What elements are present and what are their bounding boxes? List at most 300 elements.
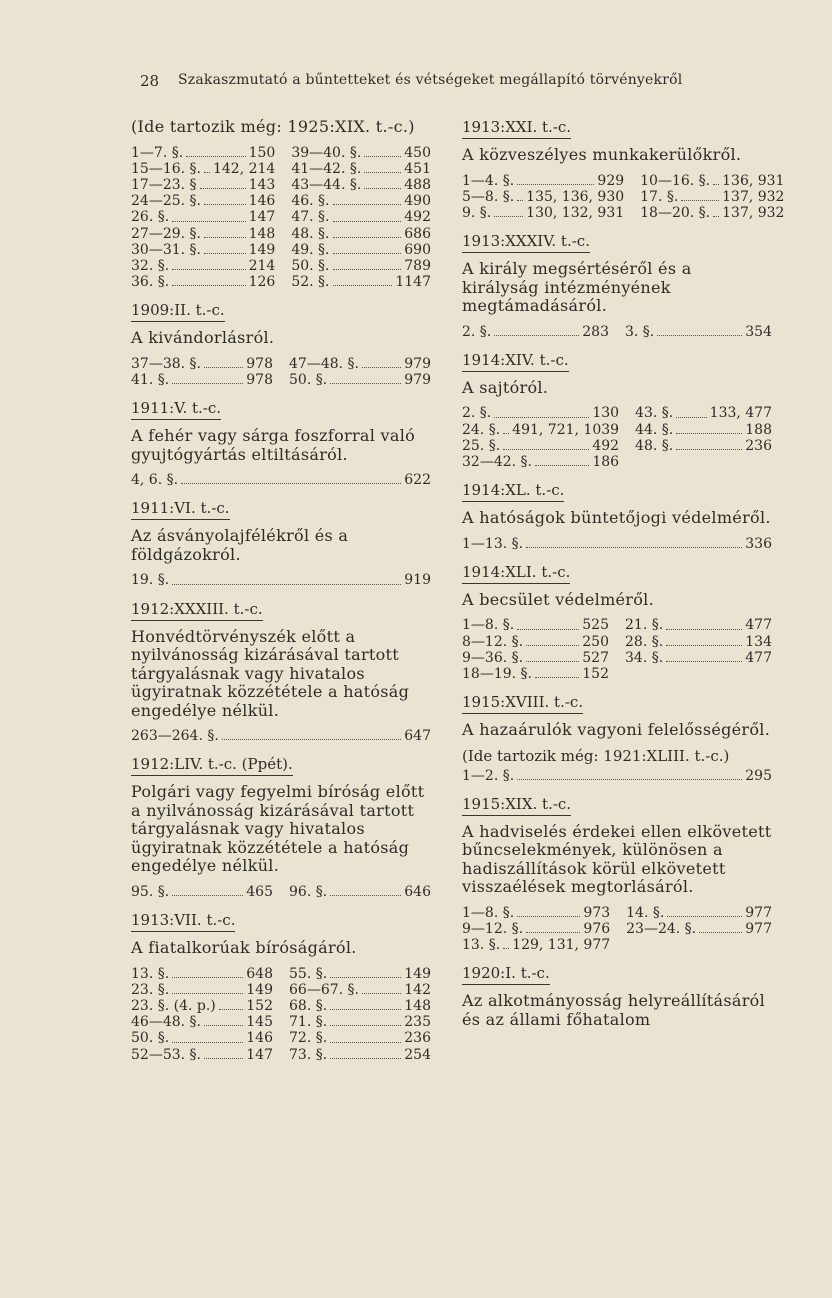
entry-page: 134 (745, 633, 772, 650)
index-entry (131, 1014, 273, 1030)
entry-page: 236 (745, 437, 772, 454)
index-entry (462, 422, 619, 438)
entry-page: 146 (246, 1030, 273, 1047)
entry-page: 149 (404, 965, 431, 982)
entry-page: 646 (404, 883, 431, 900)
section-1913-vii (131, 911, 431, 1063)
entry-grid (131, 966, 431, 1063)
dot-leader (172, 209, 245, 221)
dot-leader (666, 634, 742, 646)
entry-page: 236 (404, 1030, 431, 1047)
index-entry (131, 1030, 273, 1046)
entry-ref: 18—19. §. (462, 665, 532, 682)
index-entry (289, 998, 431, 1014)
dot-leader (362, 982, 401, 994)
index-entry (462, 536, 772, 552)
entry-page: 146 (248, 193, 276, 210)
dot-leader (330, 998, 401, 1010)
entry-page: 977 (745, 921, 772, 938)
index-entry (625, 650, 772, 666)
entry-ref: 46. §. (291, 193, 330, 210)
dot-leader (204, 193, 246, 205)
dot-leader (330, 372, 401, 384)
entry-page: 477 (745, 617, 772, 634)
entry-page: 979 (404, 355, 431, 372)
dot-leader (222, 728, 401, 740)
index-entry (131, 177, 275, 193)
index-entry (289, 982, 431, 998)
entry-page: 152 (582, 665, 609, 682)
entry-ref: 50. §. (291, 257, 330, 274)
entry-ref: 44. §. (635, 421, 674, 438)
entry-ref: 5—8. §. (462, 188, 515, 205)
entry-ref: 15—16. §. (131, 160, 201, 177)
index-entry (462, 666, 609, 682)
entry-page: 1147 (395, 274, 431, 291)
index-entry (131, 356, 273, 372)
dot-leader (526, 921, 580, 933)
entry-page: 136, 931 (722, 172, 785, 189)
entry-page: 152 (246, 997, 273, 1014)
index-entry (131, 1047, 273, 1063)
index-entry (462, 650, 609, 666)
dot-leader (713, 173, 719, 185)
entry-ref: 9—12. §. (462, 921, 524, 938)
entry-ref: 3. §. (625, 323, 655, 340)
dot-leader (494, 324, 579, 336)
entry-page: 148 (404, 997, 431, 1014)
entry-page: 465 (246, 883, 273, 900)
dot-leader (172, 572, 401, 584)
entry-ref: 13. §. (131, 965, 170, 982)
index-entry (289, 356, 431, 372)
act-title: A hadviselés érdekei ellen elkövetett bűncselekmények, különösen a hadiszállítások körül elkövetett visszaélések megtorlásáról. (462, 821, 772, 897)
entry-ref: 17. §. (640, 188, 679, 205)
entry-page: 690 (404, 241, 431, 258)
dot-leader (333, 242, 402, 254)
section-1913-xxi (462, 118, 785, 221)
entry-grid (131, 145, 431, 291)
section-1915-xviii (462, 693, 772, 784)
entry-ref: 2. §. (462, 405, 492, 422)
section-1911-v (131, 399, 431, 488)
entry-page: 235 (404, 1014, 431, 1031)
entry-page: 491, 721, 1039 (512, 421, 620, 438)
index-entry (131, 209, 275, 225)
right-column (462, 118, 785, 1040)
dot-leader (204, 1047, 243, 1059)
entry-ref: 26. §. (131, 209, 170, 226)
page-header (0, 72, 832, 96)
dot-leader (666, 650, 742, 662)
entry-ref: 14. §. (626, 904, 665, 921)
dot-leader (526, 650, 579, 662)
index-entry (131, 242, 275, 258)
index-entry (462, 921, 610, 937)
act-label: 1913:XXI. t.-c. (462, 118, 571, 139)
entry-page: 149 (246, 981, 273, 998)
entry-ref: 72. §. (289, 1030, 328, 1047)
dot-leader (364, 177, 401, 189)
act-title: A sajtóról. (462, 377, 549, 397)
page-number: 28 (140, 72, 160, 90)
entry-ref: 55. §. (289, 965, 328, 982)
index-entry (289, 884, 431, 900)
entry-page: 143 (248, 176, 276, 193)
entry-page: 186 (592, 453, 620, 470)
act-title: A fehér vagy sárga foszforral való gyujtógyártás eltiltásáról. (131, 426, 416, 464)
dot-leader (204, 226, 246, 238)
index-entry (626, 905, 772, 921)
index-entry (635, 405, 772, 421)
index-entry (625, 617, 772, 633)
entry-ref: 52—53. §. (131, 1046, 201, 1063)
entry-ref: 23. §. (131, 981, 170, 998)
index-entry (640, 189, 784, 205)
dot-leader (535, 666, 579, 678)
entry-ref: 95. §. (131, 883, 170, 900)
entry-ref: 18—20. §. (640, 204, 711, 221)
act-label: 1912:XXXIII. t.-c. (131, 600, 263, 621)
entry-grid (131, 884, 431, 900)
index-entry (462, 634, 609, 650)
index-entry (289, 1014, 431, 1030)
entry-page: 130 (592, 405, 620, 422)
entry-ref: 1—2. §. (462, 767, 515, 784)
dot-leader (535, 454, 589, 466)
entry-ref: 23—24. §. (626, 921, 697, 938)
dot-leader (657, 324, 742, 336)
entry-page: 336 (745, 535, 772, 552)
dot-leader (526, 634, 579, 646)
index-entry (291, 242, 431, 258)
index-entry (462, 905, 610, 921)
entry-page: 137, 932 (722, 188, 785, 205)
dot-leader (172, 982, 243, 994)
entry-page: 129, 131, 977 (512, 937, 611, 954)
entry-page: 490 (404, 193, 431, 210)
entry-page: 133, 477 (709, 405, 772, 422)
entry-ref: 49. §. (291, 241, 330, 258)
entry-ref: 1—4. §. (462, 172, 515, 189)
entry-page: 354 (745, 323, 772, 340)
section-note: (Ide tartozik még: 1921:XLIII. t.-c.) (462, 746, 730, 765)
entry-page: 126 (248, 274, 276, 291)
entry-page: 149 (248, 241, 276, 258)
dot-leader (186, 145, 245, 157)
entry-ref: 50. §. (131, 1030, 170, 1047)
entry-ref: 47—48. §. (289, 355, 359, 372)
entry-page: 648 (246, 965, 273, 982)
dot-leader (503, 937, 509, 949)
index-entry (291, 274, 431, 290)
dot-leader (676, 405, 706, 417)
dot-leader (330, 1014, 401, 1026)
entry-ref: 34. §. (625, 649, 664, 666)
dot-leader (333, 258, 402, 270)
entry-page: 283 (582, 323, 609, 340)
index-entry (131, 193, 275, 209)
entry-grid (462, 617, 772, 682)
entry-page: 622 (404, 472, 431, 489)
section-intro (131, 118, 431, 290)
index-entry (640, 173, 784, 189)
entry-page: 214 (248, 257, 276, 274)
act-title: Az ásványolajfélékről és a földgázokról. (131, 526, 349, 564)
entry-page: 976 (583, 921, 611, 938)
index-entry (131, 274, 275, 290)
dot-leader (364, 145, 401, 157)
index-entry (291, 145, 431, 161)
entry-ref: 66—67. §. (289, 981, 359, 998)
entry-page: 647 (404, 728, 431, 745)
entry-page: 450 (404, 144, 431, 161)
entry-page: 295 (745, 767, 772, 784)
dot-leader (494, 205, 523, 217)
entry-page: 919 (404, 572, 431, 589)
act-title: A közveszélyes munkakerülőkről. (462, 145, 742, 164)
dot-leader (333, 226, 402, 238)
entry-ref: 1—13. §. (462, 535, 524, 552)
index-entry (131, 226, 275, 242)
entry-ref: 32. §. (131, 257, 170, 274)
section-1909-ii (131, 301, 431, 388)
entry-ref: 24. §. (462, 421, 501, 438)
entry-ref: 13. §. (462, 937, 501, 954)
dot-leader (666, 617, 742, 629)
index-entry (462, 768, 772, 784)
entry-ref: 48. §. (635, 437, 674, 454)
dot-leader (172, 274, 245, 286)
entry-page: 789 (404, 257, 431, 274)
entry-ref: 52. §. (291, 274, 330, 291)
index-entry (640, 205, 784, 221)
entry-page: 145 (246, 1014, 273, 1031)
entry-page: 147 (248, 209, 276, 226)
act-label: 1914:XL. t.-c. (462, 481, 564, 502)
entry-page: 978 (246, 355, 273, 372)
entry-page: 492 (404, 209, 431, 226)
index-entry (626, 921, 772, 937)
entry-page: 188 (745, 421, 772, 438)
entry-ref: 73. §. (289, 1046, 328, 1063)
act-label: 1912:LIV. t.-c. (Ppét). (131, 755, 293, 776)
act-title: A hatóságok büntetőjogi védelméről. (462, 508, 771, 528)
index-entry (131, 161, 275, 177)
dot-leader (676, 438, 742, 450)
entry-grid (462, 405, 772, 470)
entry-ref: 27—29. §. (131, 225, 201, 242)
index-entry (131, 884, 273, 900)
index-entry (131, 372, 273, 388)
act-label: 1909:II. t.-c. (131, 301, 225, 322)
act-title: A fiatalkorúak bíróságáról. (131, 938, 357, 958)
index-entry (462, 324, 609, 340)
entry-ref: 47. §. (291, 209, 330, 226)
running-title: Szakaszmutató a bűntetteket és vétségeket megállapító törvényekről (178, 72, 683, 88)
entry-grid (462, 172, 785, 222)
index-entry (131, 998, 273, 1014)
dot-leader (517, 768, 742, 780)
index-entry (625, 324, 772, 340)
entry-ref: 24—25. §. (131, 193, 201, 210)
entry-ref: 1—8. §. (462, 904, 515, 921)
index-entry (462, 405, 619, 421)
dot-leader (517, 189, 523, 201)
act-label: 1911:VI. t.-c. (131, 499, 230, 520)
entry-ref: 25. §. (462, 437, 501, 454)
dot-leader (330, 966, 401, 978)
entry-page: 977 (745, 904, 772, 921)
act-label: 1911:V. t.-c. (131, 399, 221, 420)
dot-leader (172, 372, 243, 384)
section-note: (Ide tartozik még: 1925:XIX. t.-c.) (131, 117, 415, 136)
entry-page: 973 (583, 904, 611, 921)
act-label: 1915:XIX. t.-c. (462, 795, 571, 816)
act-label: 1913:XXXIV. t.-c. (462, 232, 590, 253)
entry-ref: 263—264. §. (131, 728, 219, 745)
dot-leader (503, 438, 589, 450)
section-1912-xxxiii (131, 600, 431, 745)
index-entry (131, 966, 273, 982)
entry-page: 130, 132, 931 (526, 204, 625, 221)
entry-page: 135, 136, 930 (526, 188, 625, 205)
entry-page: 150 (248, 144, 276, 161)
entry-page: 929 (597, 172, 625, 189)
act-title: A hazaárulók vagyoni felelősségéről. (462, 720, 771, 740)
entry-ref: 10—16. §. (640, 172, 711, 189)
index-entry (131, 145, 275, 161)
entry-page: 488 (404, 176, 431, 193)
act-label: 1914:XLI. t.-c. (462, 563, 570, 584)
entry-page: 142 (404, 981, 431, 998)
dot-leader (200, 177, 246, 189)
act-label: 1914:XIV. t.-c. (462, 351, 569, 372)
entry-ref: 32—42. §. (462, 453, 532, 470)
left-column (131, 118, 431, 1074)
dot-leader (494, 405, 589, 417)
dot-leader (204, 242, 246, 254)
dot-leader (181, 472, 401, 484)
entry-ref: 30—31. §. (131, 241, 201, 258)
entry-ref: 28. §. (625, 633, 664, 650)
dot-leader (204, 1014, 243, 1026)
entry-ref: 2. §. (462, 323, 492, 340)
dot-leader (333, 274, 393, 286)
dot-leader (364, 161, 401, 173)
dot-leader (517, 173, 594, 185)
entry-ref: 9—36. §. (462, 649, 524, 666)
act-title: Polgári vagy fegyelmi bíróság előtt a nyilvánosság kizárásával tartott tárgyalásnak vagy hivatalos ügyiratnak közzététele a hatóság engedélye nélkül. (131, 782, 425, 876)
entry-ref: 1—8. §. (462, 617, 515, 634)
entry-ref: 21. §. (625, 617, 664, 634)
index-entry (462, 189, 624, 205)
act-label: 1915:XVIII. t.-c. (462, 693, 583, 714)
index-entry (291, 226, 431, 242)
index-entry (131, 258, 275, 274)
entry-ref: 68. §. (289, 997, 328, 1014)
index-entry (291, 177, 431, 193)
dot-leader (681, 189, 719, 201)
section-1920-i (462, 964, 772, 1029)
entry-ref: 36. §. (131, 274, 170, 291)
entry-page: 979 (404, 372, 431, 389)
entry-ref: 39—40. §. (291, 144, 362, 161)
index-entry (289, 966, 431, 982)
dot-leader (330, 1047, 401, 1059)
act-label: 1920:I. t.-c. (462, 964, 550, 985)
act-label: 1913:VII. t.-c. (131, 911, 235, 932)
index-entry (289, 1047, 431, 1063)
dot-leader (172, 884, 243, 896)
index-entry (635, 422, 772, 438)
index-entry (131, 728, 431, 744)
entry-ref: 23. §. (4. p.) (131, 997, 216, 1014)
entry-page: 254 (404, 1046, 431, 1063)
dot-leader (172, 1030, 243, 1042)
index-entry (635, 438, 772, 454)
dot-leader (713, 205, 719, 217)
entry-ref: 1—7. §. (131, 144, 184, 161)
entry-grid (131, 356, 431, 388)
entry-ref: 41—42. §. (291, 160, 362, 177)
entry-ref: 46—48. §. (131, 1014, 201, 1031)
entry-ref: 96. §. (289, 883, 328, 900)
index-entry (462, 173, 624, 189)
entry-ref: 43—44. §. (291, 176, 362, 193)
entry-page: 142, 214 (212, 160, 276, 177)
index-entry (625, 634, 772, 650)
index-entry (289, 1030, 431, 1046)
section-1914-xli (462, 563, 772, 682)
index-entry (462, 454, 619, 470)
dot-leader (699, 921, 742, 933)
section-1915-xix (462, 795, 772, 954)
index-entry (289, 372, 431, 388)
entry-ref: 50. §. (289, 372, 328, 389)
act-title: A becsület védelméről. (462, 589, 654, 609)
section-1914-xiv (462, 351, 772, 470)
entry-ref: 37—38. §. (131, 355, 201, 372)
entry-ref: 71. §. (289, 1014, 328, 1031)
section-1911-vi (131, 499, 431, 588)
entry-ref: 48. §. (291, 225, 330, 242)
section-1912-liv (131, 755, 431, 900)
dot-leader (219, 998, 244, 1010)
entry-page: 527 (582, 649, 609, 666)
dot-leader (517, 905, 580, 917)
entry-page: 686 (404, 225, 431, 242)
entry-page: 147 (246, 1046, 273, 1063)
dot-leader (204, 356, 243, 368)
entry-ref: 9. §. (462, 204, 492, 221)
dot-leader (330, 884, 401, 896)
section-1914-xl (462, 481, 772, 552)
dot-leader (172, 258, 245, 270)
entry-page: 148 (248, 225, 276, 242)
entry-page: 477 (745, 649, 772, 666)
dot-leader (676, 422, 742, 434)
dot-leader (333, 209, 402, 221)
index-entry (462, 937, 610, 953)
index-entry (131, 572, 431, 588)
act-title: A kivándorlásról. (131, 328, 275, 348)
entry-page: 978 (246, 372, 273, 389)
dot-leader (172, 966, 243, 978)
section-1913-xxxiv (462, 232, 772, 340)
index-entry (131, 982, 273, 998)
entry-page: 137, 932 (722, 204, 785, 221)
